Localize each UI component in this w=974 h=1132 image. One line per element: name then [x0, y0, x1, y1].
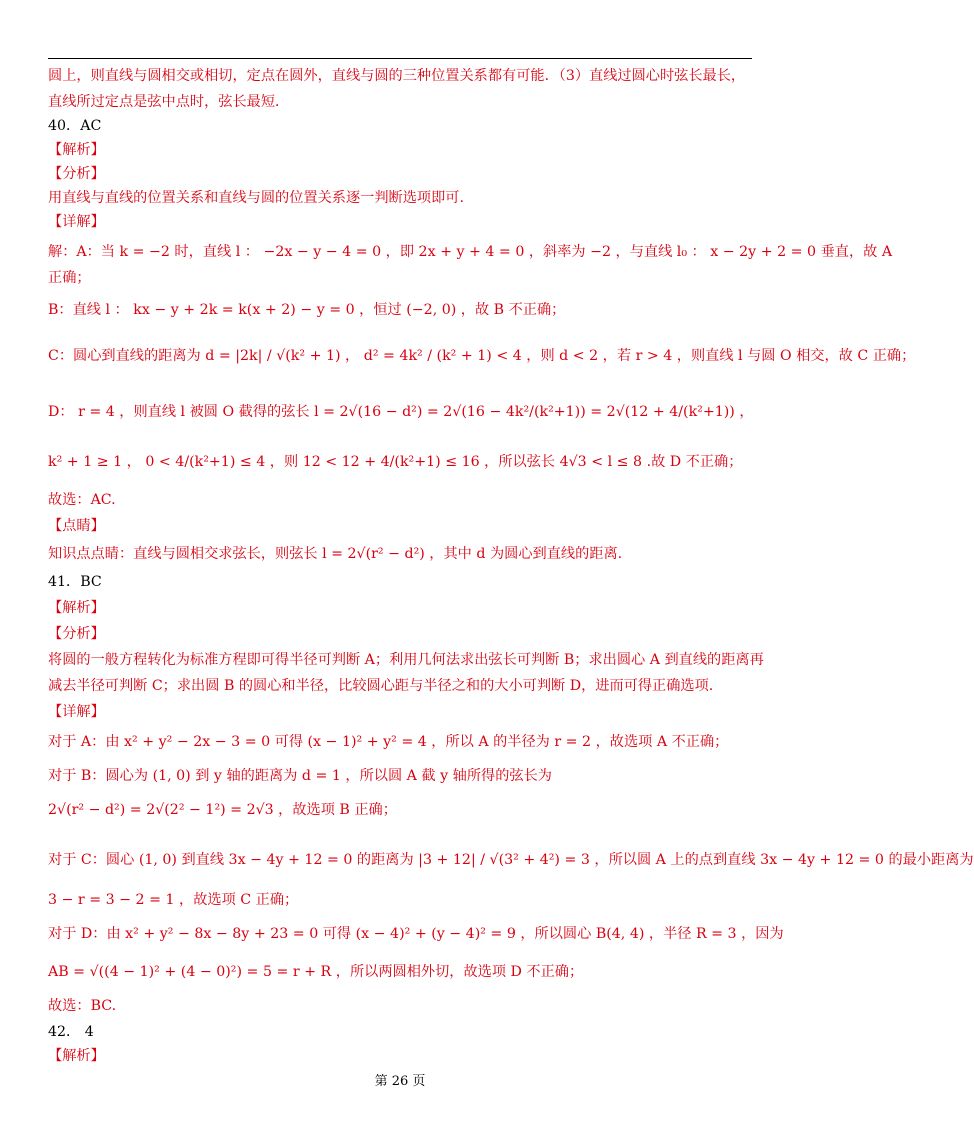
text-line: k² + 1 ≥ 1 ， 0 < 4/(k²+1) ≤ 4 ，则 12 < 12 + 4/(k²+1) ≤ 16 ，所以弦长 4√3 < l ≤ 8 .故 D 不正确；: [48, 454, 743, 470]
text-line: 故选：AC.: [48, 492, 116, 508]
text-line: 故选：BC.: [48, 998, 117, 1014]
text-line: D： r = 4 ，则直线 l 被圆 O 截得的弦长 l = 2√(16 − d²) = 2√(16 − 4k²/(k²+1)) = 2√(12 + 4/(k²+1)) ，: [48, 404, 754, 420]
text-line: C：圆心到直线的距离为 d = |2k| / √(k² + 1) ， d² = 4k² / (k² + 1) < 4 ，则 d < 2 ，若 r > 4 ，则直线 l 与圆 O 相交，故 C 正确；: [48, 348, 916, 364]
text-line: 对于 D：由 x² + y² − 8x − 8y + 23 = 0 可得 (x − 4)² + (y − 4)² = 9 ，所以圆心 B(4, 4) ，半径 R = 3 ，因为: [48, 926, 784, 942]
text-line: 【解析】: [48, 1048, 105, 1064]
text-line: AB = √((4 − 1)² + (4 − 0)²) = 5 = r + R ，所以两圆相外切，故选项 D 不正确；: [48, 964, 584, 980]
text-line: 圆上，则直线与圆相交或相切，定点在圆外，直线与圆的三种位置关系都有可能．（3）直线过圆心时弦长最长，: [48, 68, 746, 84]
text-line: 减去半径可判断 C；求出圆 B 的圆心和半径，比较圆心距与半径之和的大小可判断 D，进而可得正确选项.: [48, 678, 714, 694]
text-line: 3 − r = 3 − 2 = 1 ，故选项 C 正确；: [48, 892, 299, 908]
text-line: 知识点点睛：直线与圆相交求弦长，则弦长 l = 2√(r² − d²) ，其中 d 为圆心到直线的距离.: [48, 546, 623, 562]
text-line: 用直线与直线的位置关系和直线与圆的位置关系逐一判断选项即可.: [48, 190, 464, 206]
text-line: 【点睛】: [48, 518, 105, 534]
text-line: 直线所过定点是弦中点时，弦长最短．: [48, 94, 290, 110]
text-line: 正确；: [48, 270, 91, 286]
text-line: 42． 4: [48, 1024, 94, 1040]
header-rule: [48, 58, 752, 59]
text-line: 【分析】: [48, 626, 105, 642]
text-line: 【详解】: [48, 704, 105, 720]
text-line: 解：A：当 k = −2 时，直线 l ： −2x − y − 4 = 0 ，即 2x + y + 4 = 0 ，斜率为 −2 ，与直线 l₀ ： x − 2y + 2 = 0 垂直，故 A: [48, 244, 893, 260]
text-line: 40．AC: [48, 118, 102, 134]
text-line: 【解析】: [48, 142, 105, 158]
text-line: 【详解】: [48, 214, 105, 230]
text-line: 【分析】: [48, 166, 105, 182]
page-footer: 第 26 页: [374, 1074, 426, 1089]
text-line: B：直线 l ： kx − y + 2k = k(x + 2) − y = 0 ，恒过 (−2, 0) ，故 B 不正确；: [48, 302, 566, 318]
text-line: 对于 B：圆心为 (1, 0) 到 y 轴的距离为 d = 1 ，所以圆 A 截 y 轴所得的弦长为: [48, 768, 552, 784]
text-line: 将圆的一般方程转化为标准方程即可得半径可判断 A；利用几何法求出弦长可判断 B；求出圆心 A 到直线的距离再: [48, 652, 764, 668]
text-line: 对于 A：由 x² + y² − 2x − 3 = 0 可得 (x − 1)² + y² = 4 ，所以 A 的半径为 r = 2 ，故选项 A 不正确；: [48, 734, 729, 750]
text-line: 41．BC: [48, 574, 102, 590]
text-line: 2√(r² − d²) = 2√(2² − 1²) = 2√3 ，故选项 B 正确；: [48, 802, 397, 818]
text-line: 对于 C：圆心 (1, 0) 到直线 3x − 4y + 12 = 0 的距离为 |3 + 12| / √(3² + 4²) = 3 ，所以圆 A 上的点到直线 3x − 4y + 12 = 0 的最小距离为: [48, 852, 974, 868]
text-line: 【解析】: [48, 600, 105, 616]
